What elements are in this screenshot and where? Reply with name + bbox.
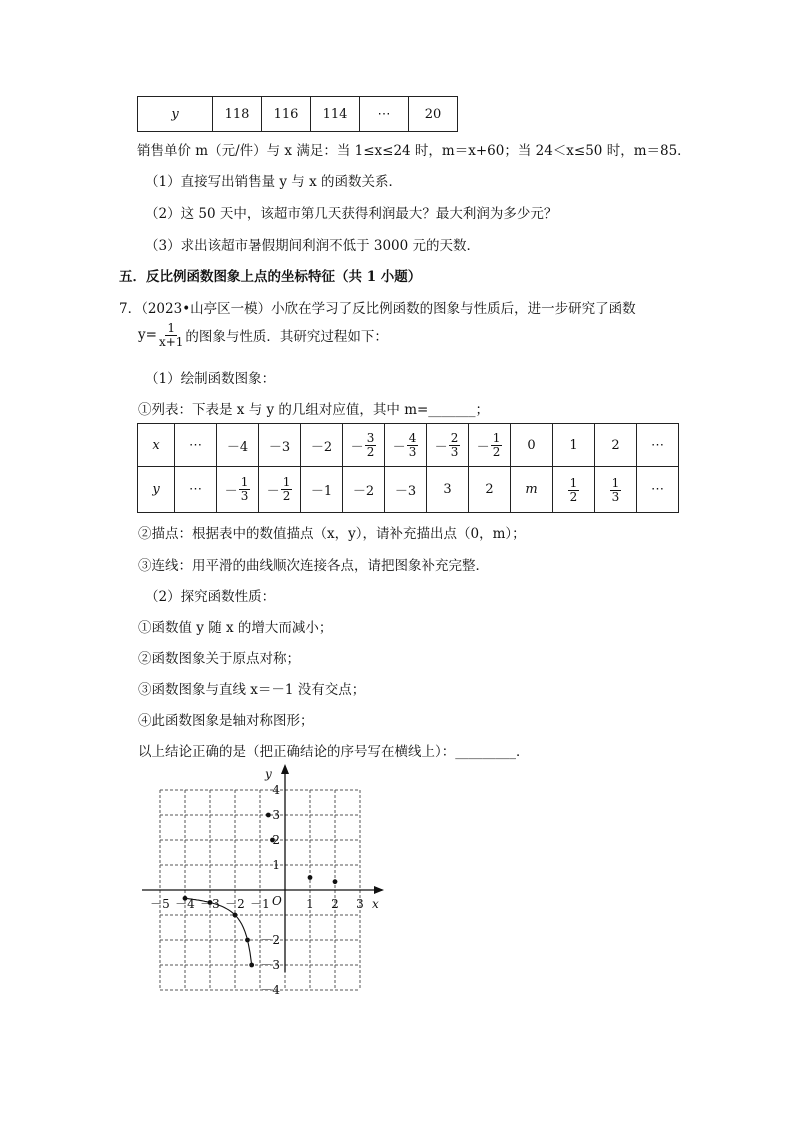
data-point	[245, 938, 250, 943]
question-3: （3）求出该超市暑假期间利润不低于 3000 元的天数．	[145, 238, 481, 254]
value-table-cell: －2	[343, 467, 385, 513]
value-table-cell: － $\frac{2}{3}$	[427, 424, 469, 467]
y-tick-label: 3	[272, 808, 280, 822]
value-table-cell: －3	[259, 424, 301, 467]
sales-table-cell: 118	[213, 97, 262, 132]
function-suffix: 的图象与性质．其研究过程如下：	[185, 329, 388, 346]
value-table-cell: ⋯	[637, 467, 679, 513]
sales-table-cell: ⋯	[360, 97, 409, 132]
x-tick-label: －4	[175, 897, 195, 911]
function-definition	[138, 322, 388, 348]
value-table-cell: 3	[427, 467, 469, 513]
step-1b: ②描点：根据表中的数值描点（x，y），请补充描出点（0，m）；	[138, 526, 526, 542]
value-table-cell: m	[511, 467, 553, 513]
coordinate-graph	[130, 760, 400, 1020]
y-tick-label: －3	[260, 958, 280, 972]
conclusion-3: ③函数图象与直线 x＝－1 没有交点；	[138, 682, 366, 698]
step-1a: ①列表：下表是 x 与 y 的几组对应值，其中 m=_______；	[138, 402, 490, 418]
y-axis-arrow	[281, 764, 289, 774]
section-heading: 五．反比例函数图象上点的坐标特征（共 1 小题）	[119, 269, 422, 285]
step-1c: ③连线：用平滑的曲线顺次连接各点，请把图象补充完整．	[138, 558, 489, 574]
conclusion-2: ②函数图象关于原点对称；	[138, 651, 300, 667]
y-tick-label: 4	[272, 783, 280, 797]
value-table-cell: －3	[385, 467, 427, 513]
sales-table-cell: 20	[409, 97, 458, 132]
y-tick-label: －4	[260, 983, 280, 997]
origin-label: O	[272, 894, 282, 908]
value-table	[137, 423, 679, 513]
y-tick-label: －2	[260, 933, 280, 947]
value-table-cell: $\frac{1}{2}$	[553, 467, 595, 513]
x-tick-label: －5	[150, 897, 170, 911]
value-table-cell: 2	[469, 467, 511, 513]
answer-line: 以上结论正确的是（把正确结论的序号写在横线上）：_________．	[138, 744, 530, 760]
value-table-row-label: x	[138, 424, 175, 467]
problem-7-intro: 7．（2023•山亭区一模）小欣在学习了反比例函数的图象与性质后，进一步研究了函数	[119, 301, 636, 317]
data-point	[333, 879, 338, 884]
question-1: （1）直接写出销售量 y 与 x 的函数关系．	[145, 174, 402, 190]
value-table-cell: － $\frac{1}{3}$	[217, 467, 259, 513]
question-2: （2）这 50 天中，该超市第几天获得利润最大？最大利润为多少元？	[145, 206, 558, 222]
value-table-cell: － $\frac{1}{2}$	[469, 424, 511, 467]
value-table-cell: －1	[301, 467, 343, 513]
value-table-x-row	[138, 424, 679, 467]
value-table-y-row	[138, 467, 679, 513]
data-point	[266, 813, 271, 818]
value-table-cell: ⋯	[637, 424, 679, 467]
y-tick-label: 1	[272, 858, 280, 872]
function-fraction	[157, 322, 185, 348]
data-point	[308, 875, 313, 880]
x-tick-label: －2	[225, 897, 245, 911]
y-tick-label: 2	[272, 833, 280, 847]
step-1: （1）绘制函数图象：	[145, 371, 276, 387]
function-prefix: y=	[138, 327, 157, 344]
x-tick-label: 1	[306, 897, 314, 911]
value-table-row-label: y	[138, 467, 175, 513]
x-axis-arrow	[374, 886, 384, 894]
conclusion-1: ①函数值 y 随 x 的增大而减小；	[138, 620, 333, 636]
value-table-cell: ⋯	[175, 424, 217, 467]
value-table-cell: －2	[301, 424, 343, 467]
step-2: （2）探究函数性质：	[145, 589, 276, 605]
x-tick-label: －1	[250, 897, 270, 911]
sales-table-label: y	[138, 97, 213, 132]
y-axis-label: y	[265, 767, 272, 781]
fraction-numerator: 1	[167, 321, 175, 335]
sales-table-cell: 114	[311, 97, 360, 132]
value-table-cell: － $\frac{3}{2}$	[343, 424, 385, 467]
value-table-cell: 2	[595, 424, 637, 467]
value-table-cell: 0	[511, 424, 553, 467]
sales-table-cell: 116	[262, 97, 311, 132]
value-table-cell: $\frac{1}{3}$	[595, 467, 637, 513]
value-table-cell: 1	[553, 424, 595, 467]
x-tick-label: －3	[200, 897, 220, 911]
x-tick-label: 2	[331, 897, 339, 911]
value-table-cell: － $\frac{4}{3}$	[385, 424, 427, 467]
conclusion-4: ④此函数图象是轴对称图形；	[138, 713, 314, 729]
value-table-cell: ⋯	[175, 467, 217, 513]
x-tick-label: 3	[356, 897, 364, 911]
x-axis-label: x	[372, 897, 379, 911]
data-point	[233, 913, 238, 918]
fraction-denominator: x+1	[158, 334, 184, 349]
price-condition: 销售单价 m（元/件）与 x 满足：当 1≤x≤24 时，m＝x+60；当 24＜x≤50 时，m＝85．	[137, 143, 691, 159]
sales-table	[137, 96, 458, 132]
data-point	[249, 963, 254, 968]
value-table-cell: － $\frac{1}{2}$	[259, 467, 301, 513]
value-table-cell: －4	[217, 424, 259, 467]
